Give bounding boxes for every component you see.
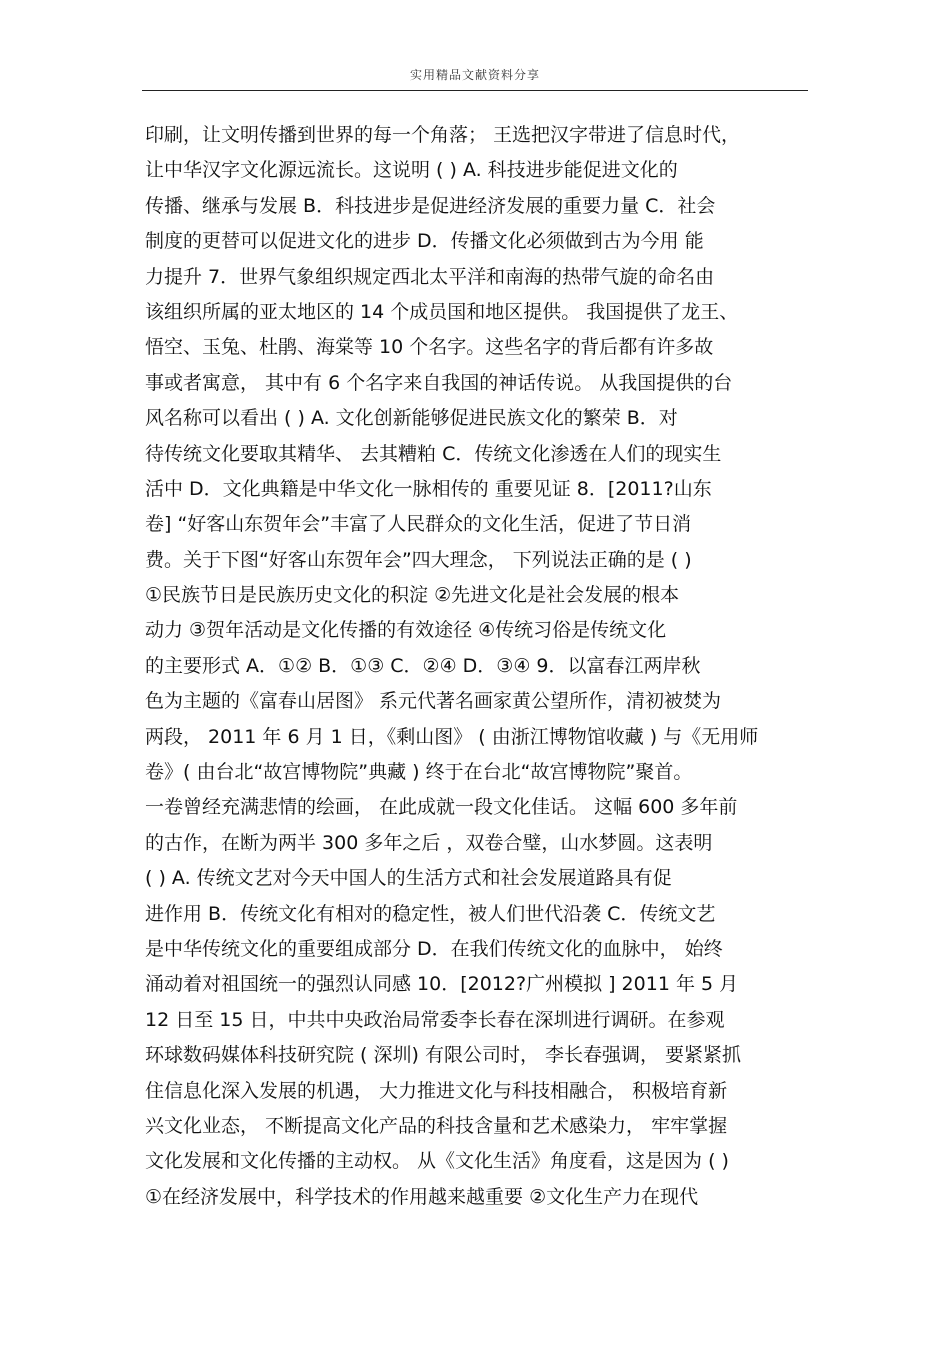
text-line: ( ) A. 传统文艺对今天中国人的生活方式和社会发展道路具有促: [145, 867, 672, 890]
text-line: 传播、继承与发展 B．科技进步是促进经济发展的重要力量 C．社会: [145, 194, 716, 217]
text-line: ①民族节日是民族历史文化的积淀 ②先进文化是社会发展的根本: [145, 584, 680, 607]
text-line: 让中华汉字文化源远流长。这说明 ( ) A. 科技进步能促进文化的: [145, 159, 678, 182]
text-line: 悟空、玉兔、杜鹃、海棠等 10 个名字。这些名字的背后都有许多故: [145, 336, 714, 359]
text-line: 费。关于下图“好客山东贺年会”四大理念， 下列说法正确的是 ( ): [145, 548, 692, 571]
text-line: 住信息化深入发展的机遇， 大力推进文化与科技相融合， 积极培育新: [145, 1079, 728, 1102]
document-body: [145, 118, 825, 1215]
text-line: 12 日至 15 日，中共中央政治局常委李长春在深圳进行调研。在参观: [145, 1008, 725, 1031]
text-line: 待传统文化要取其精华、 去其糟粕 C．传统文化渗透在人们的现实生: [145, 442, 722, 465]
text-line: 兴文化业态， 不断提高文化产品的科技含量和艺术感染力， 牢牢掌握: [145, 1114, 728, 1137]
text-line: 活中 D．文化典籍是中华文化一脉相传的 重要见证 8．[2011?山东: [145, 477, 712, 500]
text-line: 涌动着对祖国统一的强烈认同感 10．[2012?广州模拟 ] 2011 年 5 月: [145, 973, 739, 996]
text-line: 动力 ③贺年活动是文化传播的有效途径 ④传统习俗是传统文化: [145, 619, 667, 642]
text-line: 的古作，在断为两半 300 多年之后 ，双卷合璧，山水梦圆。这表明: [145, 831, 713, 854]
text-line: 环球数码媒体科技研究院 ( 深圳) 有限公司时， 李长春强调， 要紧紧抓: [145, 1044, 742, 1067]
text-line: 是中华传统文化的重要组成部分 D．在我们传统文化的血脉中， 始终: [145, 937, 723, 960]
text-line: 该组织所属的亚太地区的 14 个成员国和地区提供。 我国提供了龙王、: [145, 300, 739, 323]
text-line: 制度的更替可以促进文化的进步 D．传播文化必须做到古为今用 能: [145, 230, 704, 253]
text-line: 文化发展和文化传播的主动权。 从《文化生活》角度看，这是因为 ( ): [145, 1150, 729, 1173]
text-line: 两段， 2011 年 6 月 1 日，《剩山图》 ( 由浙江博物馆收藏 ) 与《无用师: [145, 725, 759, 748]
text-line: 一卷曾经充满悲情的绘画， 在此成就一段文化佳话。 这幅 600 多年前: [145, 796, 738, 819]
header-divider: [142, 90, 808, 91]
text-line: 力提升 7．世界气象组织规定西北太平洋和南海的热带气旋的命名由: [145, 265, 715, 288]
text-line: 进作用 B．传统文化有相对的稳定性，被人们世代沿袭 C．传统文艺: [145, 902, 716, 925]
text-line: ①在经济发展中，科学技术的作用越来越重要 ②文化生产力在现代: [145, 1185, 699, 1208]
text-line: 风名称可以看出 ( ) A. 文化创新能够促进民族文化的繁荣 B．对: [145, 407, 678, 430]
text-line: 卷] “好客山东贺年会”丰富了人民群众的文化生活，促进了节日消: [145, 513, 692, 536]
text-line: 印刷，让文明传播到世界的每一个角落； 王选把汉字带进了信息时代，: [145, 124, 741, 146]
text-line: 的主要形式 A．①② B．①③ C．②④ D．③④ 9．以富春江两岸秋: [145, 654, 701, 677]
page-header: 实用精品文献资料分享: [409, 68, 540, 82]
text-line: 事或者寓意， 其中有 6 个名字来自我国的神话传说。 从我国提供的台: [145, 371, 733, 394]
text-line: 卷》( 由台北“故宫博物院”典藏 ) 终于在台北“故宫博物院”聚首。: [145, 761, 693, 784]
text-line: 色为主题的《富春山居图》 系元代著名画家黄公望所作，清初被焚为: [145, 690, 722, 713]
